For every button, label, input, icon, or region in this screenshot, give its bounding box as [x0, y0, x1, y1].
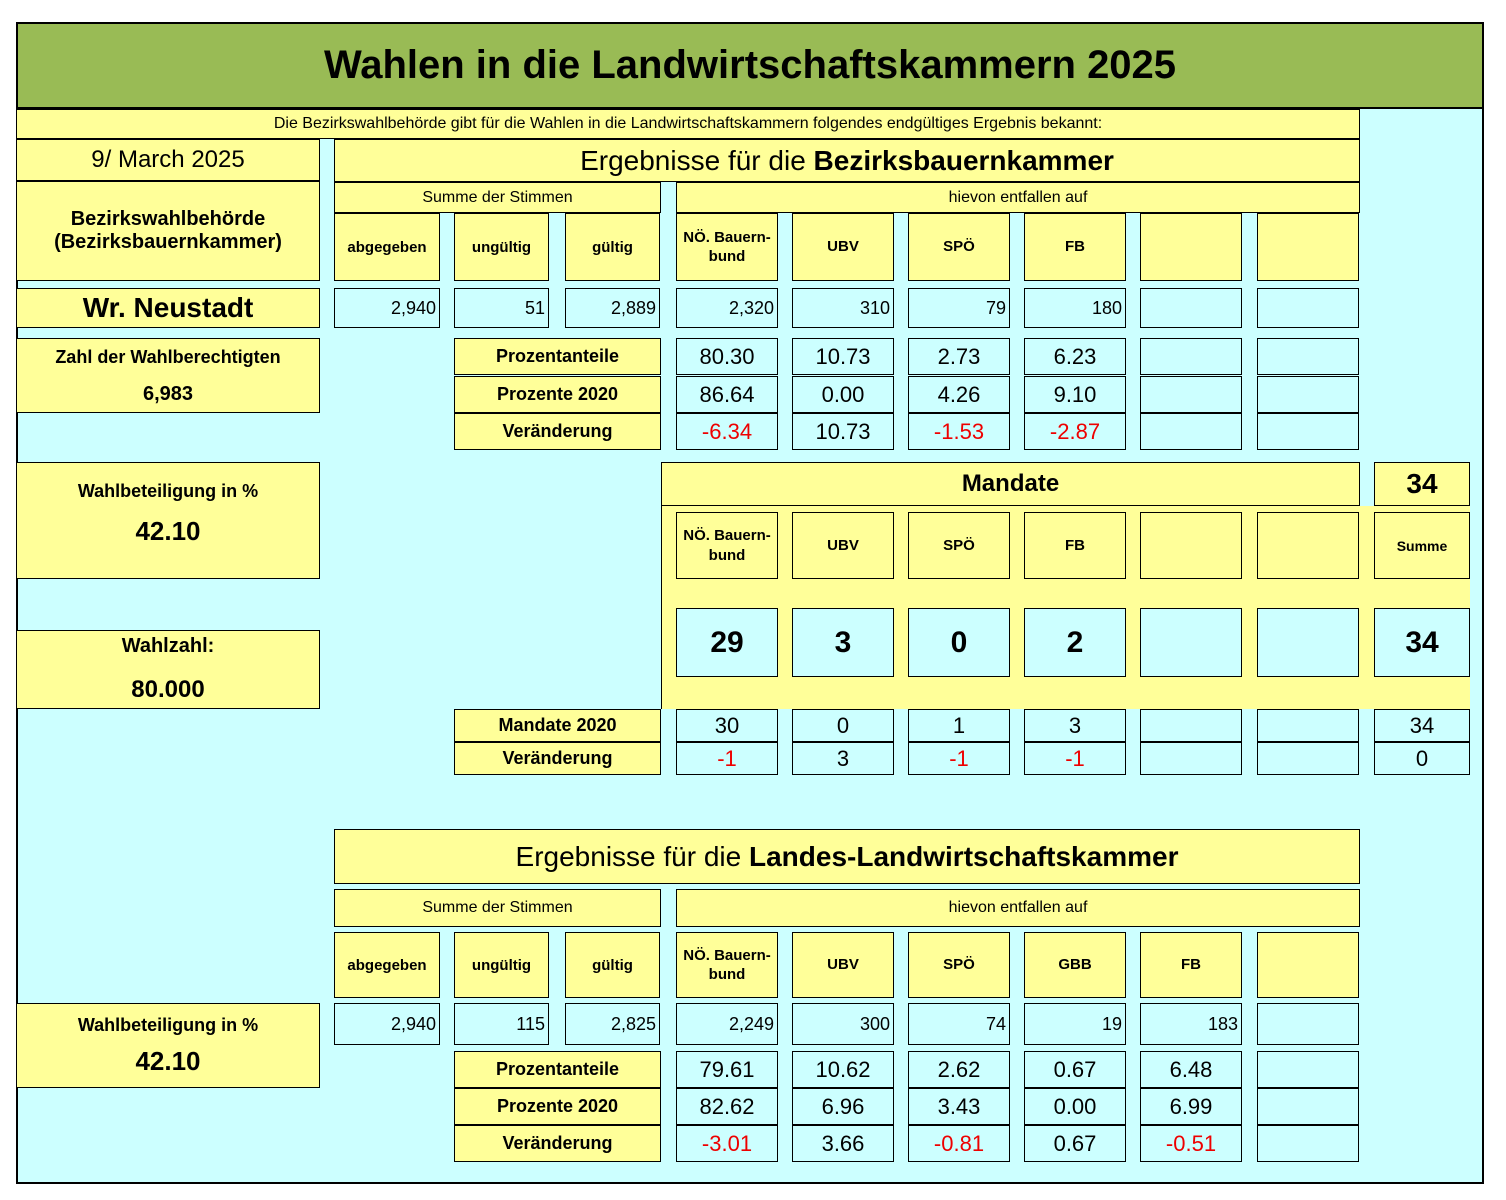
mandate-label: Mandate: [661, 462, 1360, 506]
llk-row-label: Prozente 2020: [454, 1088, 661, 1125]
bbk-hievon-label: hievon entfallen auf: [676, 182, 1360, 213]
wahlbeteiligung2-cell: [16, 1003, 320, 1088]
llk-vote-header: gültig: [565, 932, 660, 998]
bbk-vote-value: 51: [454, 288, 549, 328]
llk-row-value: -3.01: [676, 1125, 778, 1162]
llk-party-header: FB: [1140, 932, 1242, 998]
llk-row-value: 3.66: [792, 1125, 894, 1162]
mandate-row-value: [1257, 742, 1359, 775]
mandate-row-label: Mandate 2020: [454, 709, 661, 742]
bbk-party-header: SPÖ: [908, 213, 1010, 281]
bbk-summe-label: Summe der Stimmen: [334, 182, 661, 213]
mandate-row-value: [1140, 742, 1242, 775]
llk-vote-value: 2,825: [565, 1003, 660, 1045]
bbk-party-header: [1140, 213, 1242, 281]
bbk-party-header: UBV: [792, 213, 894, 281]
wahlzahl-label: Wahlzahl:: [121, 635, 215, 657]
llk-row-value: 0.67: [1024, 1051, 1126, 1088]
wahlzahl-value: 80.000: [131, 676, 205, 703]
llk-vote-value: 2,940: [334, 1003, 440, 1045]
llk-row-value: 6.48: [1140, 1051, 1242, 1088]
mandate-row-value: 0: [792, 709, 894, 742]
mandate-row-value: [1257, 709, 1359, 742]
bbk-row-value: 2.73: [908, 338, 1010, 375]
llk-party-header: [1257, 932, 1359, 998]
llk-heading-bold: Landes-Landwirtschaftskammer: [749, 840, 1179, 872]
llk-row-label: Veränderung: [454, 1125, 661, 1162]
date-cell: 9/ March 2025: [16, 139, 320, 181]
bbk-party-header: NÖ. Bauern-bund: [676, 213, 778, 281]
mandate-party-header: FB: [1024, 512, 1126, 579]
llk-row-value: 79.61: [676, 1051, 778, 1088]
bbk-vote-header: ungültig: [454, 213, 549, 281]
wahlbeteiligung-cell: [16, 462, 320, 579]
bbk-party-header: FB: [1024, 213, 1126, 281]
bbk-row-value: [1257, 376, 1359, 413]
bbk-row-value: [1257, 413, 1359, 450]
bbk-row-value: 6.23: [1024, 338, 1126, 375]
llk-row-value: 3.43: [908, 1088, 1010, 1125]
bbk-party-votes: 79: [908, 288, 1010, 328]
bbk-party-header: [1257, 213, 1359, 281]
mandate-party-value: 2: [1024, 608, 1126, 677]
llk-vote-value: 115: [454, 1003, 549, 1045]
llk-party-header: GBB: [1024, 932, 1126, 998]
bbk-party-votes: 2,320: [676, 288, 778, 328]
mandate-row-value: -1: [908, 742, 1010, 775]
wahlbeteiligung2-value: 42.10: [135, 1045, 201, 1076]
wahlberechtigte-value: 6,983: [16, 376, 320, 413]
mandate-party-value: 29: [676, 608, 778, 677]
mandate-row-sum: 0: [1374, 742, 1470, 775]
llk-party-votes: 183: [1140, 1003, 1242, 1045]
bbk-party-votes: 310: [792, 288, 894, 328]
bbk-row-value: [1257, 338, 1359, 375]
mandate-party-value: [1140, 608, 1242, 677]
wahlbeteiligung-label: Wahlbeteiligung in %: [77, 481, 259, 501]
behoerde-cell: [16, 181, 320, 281]
mandate-party-header: NÖ. Bauern-bund: [676, 512, 778, 579]
llk-row-value: 2.62: [908, 1051, 1010, 1088]
mandate-row-value: -1: [676, 742, 778, 775]
llk-row-value: 0.00: [1024, 1088, 1126, 1125]
bbk-vote-value: 2,889: [565, 288, 660, 328]
llk-row-value: [1257, 1125, 1359, 1162]
mandate-party-header: SPÖ: [908, 512, 1010, 579]
behoerde-line1: Bezirkswahlbehörde: [70, 208, 266, 230]
mandate-party-value: [1257, 608, 1359, 677]
llk-row-value: 82.62: [676, 1088, 778, 1125]
mandate-row-value: 1: [908, 709, 1010, 742]
llk-party-votes: 300: [792, 1003, 894, 1045]
mandate-row-value: 30: [676, 709, 778, 742]
llk-party-votes: 74: [908, 1003, 1010, 1045]
llk-row-value: -0.51: [1140, 1125, 1242, 1162]
bbk-party-votes: 180: [1024, 288, 1126, 328]
llk-row-value: -0.81: [908, 1125, 1010, 1162]
mandate-row-label: Veränderung: [454, 742, 661, 775]
mandate-party-header: [1140, 512, 1242, 579]
mandate-total: 34: [1374, 462, 1470, 506]
mandate-party-value: 0: [908, 608, 1010, 677]
subtitle: Die Bezirkswahlbehörde gibt für die Wahlen in die Landwirtschaftskammern folgendes endgültiges Ergebnis bekannt:: [16, 109, 1360, 139]
mandate-row-value: -1: [1024, 742, 1126, 775]
page-title: Wahlen in die Landwirtschaftskammern 2025: [16, 22, 1484, 109]
bbk-vote-header: gültig: [565, 213, 660, 281]
mandate-summe-value: 34: [1374, 608, 1470, 677]
mandate-row-value: [1140, 709, 1242, 742]
bbk-party-votes: [1140, 288, 1242, 328]
district-cell: Wr. Neustadt: [16, 288, 320, 328]
wahlbeteiligung-value: 42.10: [135, 516, 201, 546]
mandate-party-header: UBV: [792, 512, 894, 579]
bbk-row-label: Prozentanteile: [454, 338, 661, 375]
bbk-row-value: -2.87: [1024, 413, 1126, 450]
llk-party-header: SPÖ: [908, 932, 1010, 998]
llk-heading: [334, 829, 1360, 884]
llk-row-value: [1257, 1088, 1359, 1125]
mandate-row-value: 3: [792, 742, 894, 775]
llk-party-header: UBV: [792, 932, 894, 998]
bbk-vote-value: 2,940: [334, 288, 440, 328]
llk-row-value: 0.67: [1024, 1125, 1126, 1162]
llk-party-votes: 2,249: [676, 1003, 778, 1045]
bbk-row-value: [1140, 338, 1242, 375]
bbk-row-value: 10.73: [792, 338, 894, 375]
mandate-summe-header: Summe: [1374, 512, 1470, 579]
bbk-vote-header: abgegeben: [334, 213, 440, 281]
bbk-row-value: 10.73: [792, 413, 894, 450]
llk-party-votes: 19: [1024, 1003, 1126, 1045]
llk-party-votes: [1257, 1003, 1359, 1045]
bbk-row-label: Prozente 2020: [454, 376, 661, 413]
bbk-row-value: 86.64: [676, 376, 778, 413]
llk-hievon-label: hievon entfallen auf: [676, 889, 1360, 927]
mandate-party-header: [1257, 512, 1359, 579]
mandate-party-value: 3: [792, 608, 894, 677]
llk-row-value: 6.96: [792, 1088, 894, 1125]
llk-summe-label: Summe der Stimmen: [334, 889, 661, 927]
llk-heading-prefix: Ergebnisse für die: [515, 840, 749, 872]
wahlzahl-cell: [16, 630, 320, 709]
bbk-heading-prefix: Ergebnisse für die: [580, 144, 814, 176]
llk-party-header: NÖ. Bauern-bund: [676, 932, 778, 998]
bbk-row-label: Veränderung: [454, 413, 661, 450]
llk-row-value: [1257, 1051, 1359, 1088]
bbk-row-value: 0.00: [792, 376, 894, 413]
wahlberechtigte-label: Zahl der Wahlberechtigten: [16, 338, 320, 376]
llk-vote-header: ungültig: [454, 932, 549, 998]
bbk-row-value: 4.26: [908, 376, 1010, 413]
behoerde-line2: (Bezirksbauernkammer): [54, 231, 282, 253]
llk-row-label: Prozentanteile: [454, 1051, 661, 1088]
bbk-row-value: 80.30: [676, 338, 778, 375]
llk-vote-header: abgegeben: [334, 932, 440, 998]
bbk-row-value: -1.53: [908, 413, 1010, 450]
mandate-row-value: 3: [1024, 709, 1126, 742]
llk-row-value: 6.99: [1140, 1088, 1242, 1125]
wahlbeteiligung2-label: Wahlbeteiligung in %: [77, 1014, 259, 1035]
bbk-row-value: -6.34: [676, 413, 778, 450]
bbk-heading-bold: Bezirksbauernkammer: [813, 144, 1114, 176]
bbk-row-value: 9.10: [1024, 376, 1126, 413]
bbk-heading: [334, 139, 1360, 182]
bbk-party-votes: [1257, 288, 1359, 328]
mandate-row-sum: 34: [1374, 709, 1470, 742]
bbk-row-value: [1140, 413, 1242, 450]
bbk-row-value: [1140, 376, 1242, 413]
llk-row-value: 10.62: [792, 1051, 894, 1088]
